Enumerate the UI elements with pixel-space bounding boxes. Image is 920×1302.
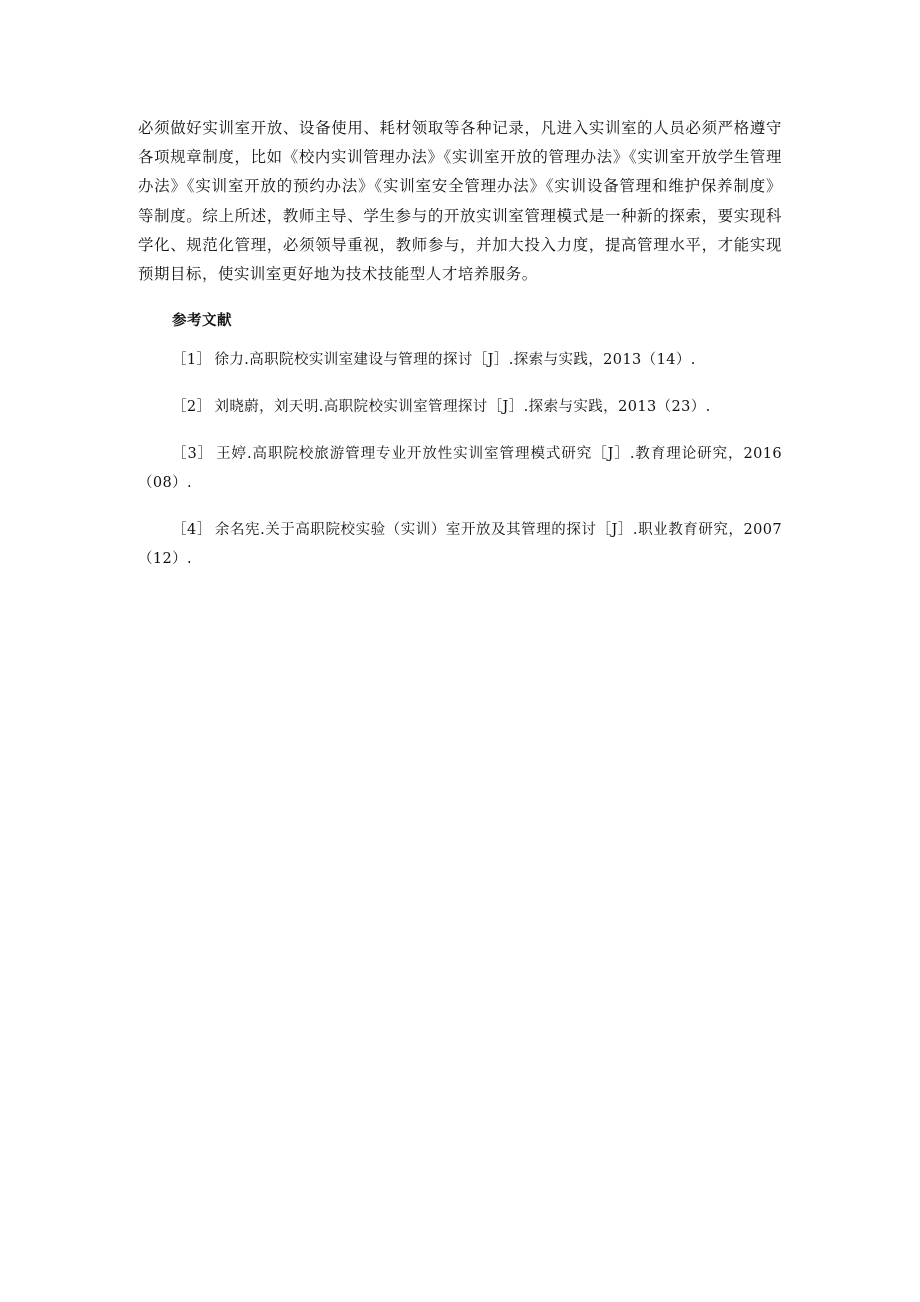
reference-item [138, 440, 782, 498]
reference-text: 刘晓蔚，刘天明.高职院校实训室管理探讨［J］.探索与实践，2013（23）. [214, 399, 711, 416]
document-page [138, 114, 782, 592]
reference-item [138, 393, 782, 422]
reference-number: ［1］ [172, 352, 212, 369]
reference-text: 余名宪.关于高职院校实验（实训）室开放及其管理的探讨［J］.职业教育研究，2007（12）. [138, 522, 782, 568]
reference-list [138, 346, 782, 574]
references-heading: 参考文献 [172, 313, 232, 330]
body-paragraph: 必须做好实训室开放、设备使用、耗材领取等各种记录，凡进入实训室的人员必须严格遵守各项规章制度，比如《校内实训管理办法》《实训室开放的管理办法》《实训室开放学生管理办法》《实训室开放的预约办法》《实训室安全管理办法》《实训设备管理和维护保养制度》等制度。综上所述，教师主导、学生参与的开放实训室管理模式是一种新的探索，要实现科学化、规范化管理，必须领导重视，教师参与，并加大投入力度，提高管理水平，才能实现预期目标，使实训室更好地为技术技能型人才培养服务。 [138, 119, 782, 284]
reference-text: 徐力.高职院校实训室建设与管理的探讨［J］.探索与实践，2013（14）. [214, 352, 696, 369]
reference-number: ［2］ [172, 399, 212, 416]
reference-text: 王婷.高职院校旅游管理专业开放性实训室管理模式研究［J］.教育理论研究，2016（08）. [138, 446, 782, 492]
reference-item [138, 516, 782, 574]
reference-item [138, 346, 782, 375]
reference-number: ［3］ [172, 446, 214, 463]
reference-number: ［4］ [172, 522, 212, 539]
